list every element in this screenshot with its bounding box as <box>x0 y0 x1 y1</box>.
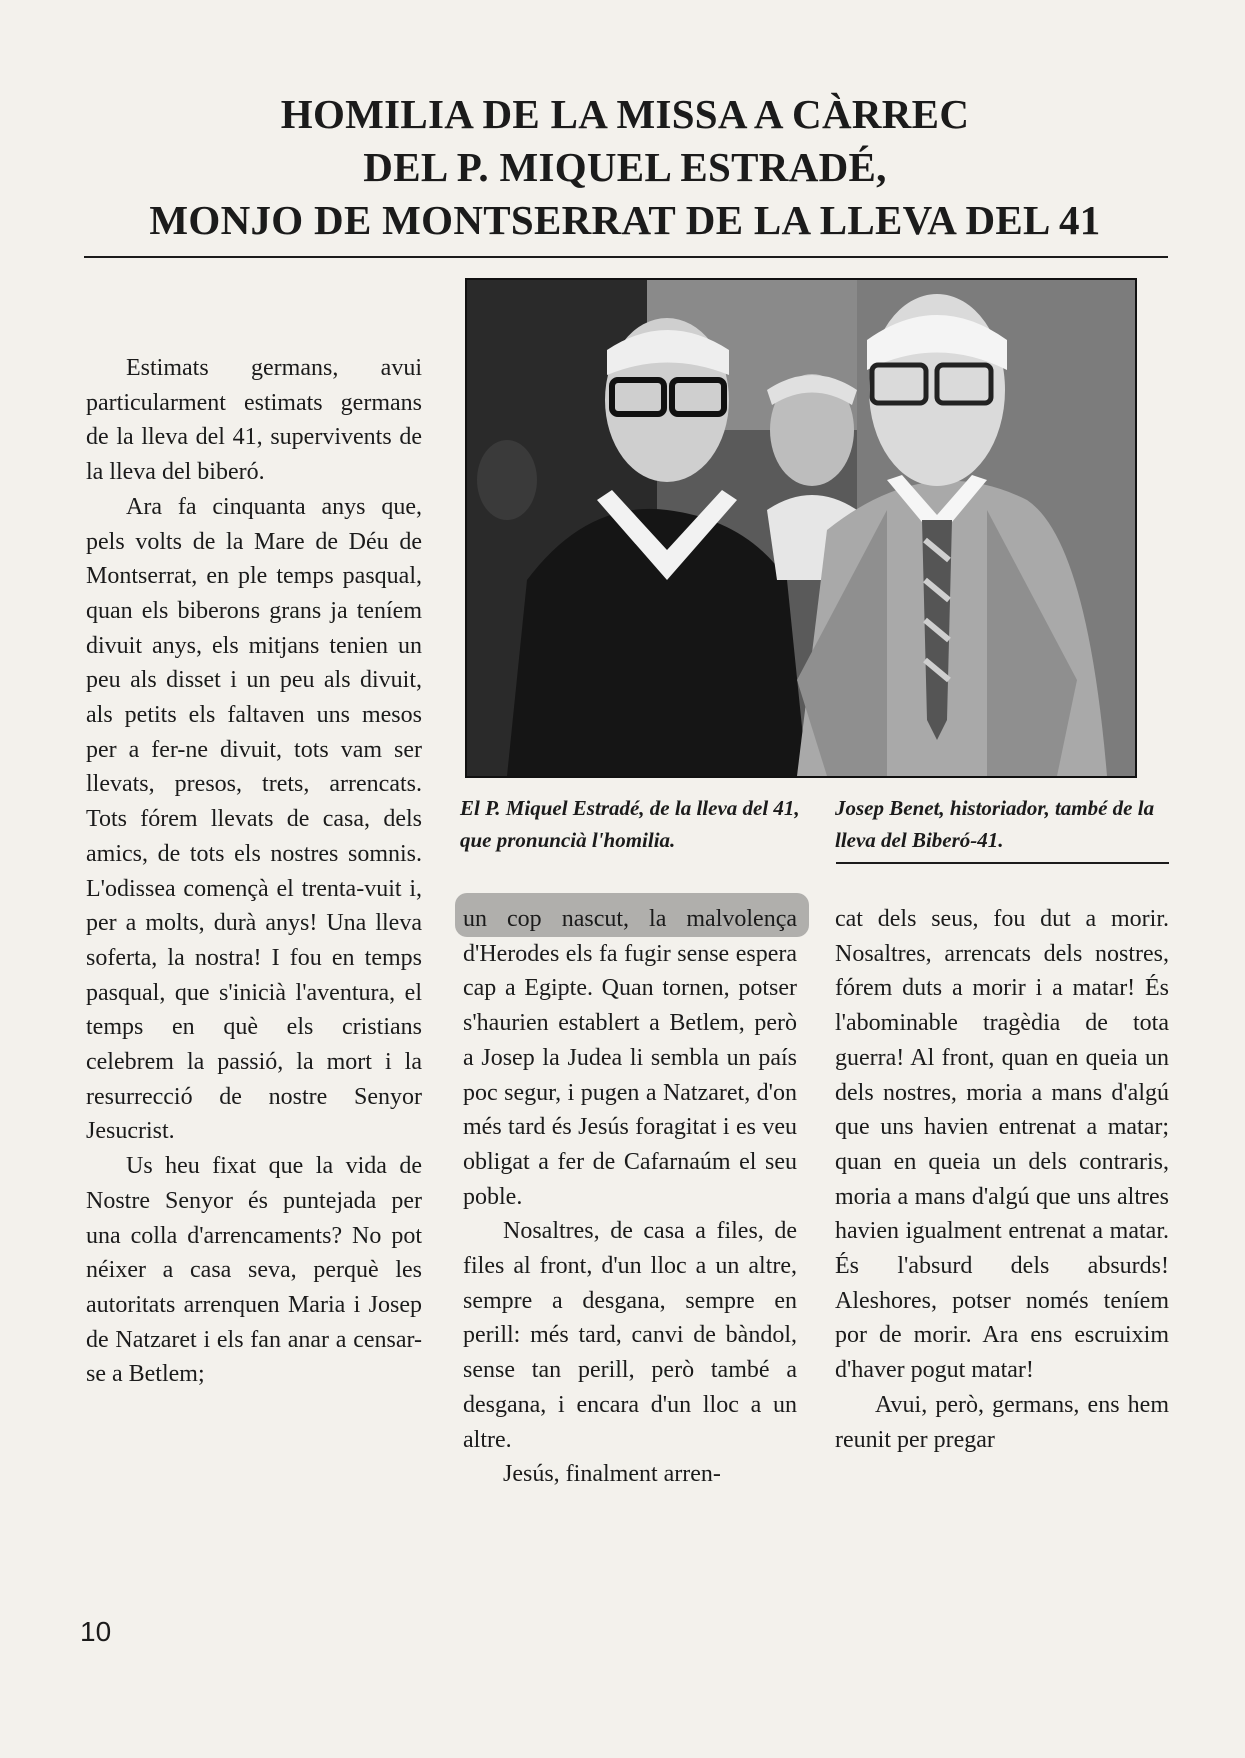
photo-illustration <box>467 280 1135 776</box>
paragraph: Estimats germans, avui particularment estimats germans de la lleva del 41, supervivents de la lleva del biberó. <box>86 355 422 486</box>
title-line-1: HOMILIA DE LA MISSA A CÀRREC <box>280 91 970 137</box>
text-column-3 <box>835 902 1169 1457</box>
caption-rule <box>836 862 1169 864</box>
photo-caption-right: Josep Benet, historiador, també de la lleva del Biberó-41. <box>835 796 1155 852</box>
title-rule <box>84 256 1168 258</box>
paragraph: Jesús, finalment arren- <box>503 1461 721 1488</box>
text-column-1 <box>86 351 422 1392</box>
title-line-2: DEL P. MIQUEL ESTRADÉ, <box>363 144 887 190</box>
paragraph: Us heu fixat que la vida de Nostre Senyor és puntejada per una colla d'arrencaments? No pot néixer a casa seva, perquè les autoritats arrenquen Maria i Josep de Natzaret i els fan anar a censar-se a Betlem; <box>86 1153 422 1388</box>
page-number: 10 <box>80 1616 112 1647</box>
text-column-2 <box>463 902 797 1492</box>
paragraph: Nosaltres, de casa a files, de files al front, d'un lloc a un altre, sempre a desgana, sempre en perill: més tard, canvi de bàndol, sense tan perill, però també a desgana, i encara d'un lloc a un altre. <box>463 1218 797 1453</box>
article-title <box>80 88 1170 247</box>
title-line-3: MONJO DE MONTSERRAT DE LA LLEVA DEL 41 <box>149 197 1101 243</box>
paragraph: un cop nascut, la malvolença d'Herodes els fa fugir sense espera cap a Egipte. Quan tornen, potser s'haurien establert a Betlem, però a Josep la Judea li sembla un país poc segur, i pugen a Natzaret, d'on més tard és Jesús foragitat i es veu obligat a fer de Cafarnaúm el seu poble. <box>463 906 797 1210</box>
paragraph: cat dels seus, fou dut a morir. Nosaltres, arrencats dels nostres, fórem duts a morir i a matar! És l'abominable tragèdia de tota guerra! Al front, quan en queia un dels nostres, moria a mans d'algú que uns havien entrenat a matar; quan en queia un dels contraris, moria a mans d'algú que uns altres havien igualment entrenat a matar. És l'absurd dels absurds! Aleshores, potser només teníem por de morir. Ara ens escruixim d'haver pogut matar! <box>835 906 1169 1384</box>
paragraph: Ara fa cinquanta anys que, pels volts de la Mare de Déu de Montserrat, en ple temps pasqual, quan els biberons grans ja teníem divuit anys, els mitjans tenien un peu als disset i un peu als divuit, als petits els faltaven uns mesos per a fer-ne divuit, tots vam ser llevats, presos, trets, arrencats. Tots fórem llevats de casa, dels amics, de tots els nostres somnis. L'odissea començà el trenta-vuit i, per a molts, durà anys! Una lleva soferta, la nostra! I fou en temps pasqual, que s'inicià l'aventura, el temps en què els cristians celebrem la passió, la mort i la resurrecció de nostre Senyor Jesucrist. <box>86 493 422 1145</box>
paragraph: Avui, però, germans, ens hem reunit per pregar <box>835 1391 1169 1453</box>
photograph <box>465 278 1137 778</box>
photo-caption-left: El P. Miquel Estradé, de la lleva del 41, que pronuncià l'homilia. <box>460 796 800 852</box>
